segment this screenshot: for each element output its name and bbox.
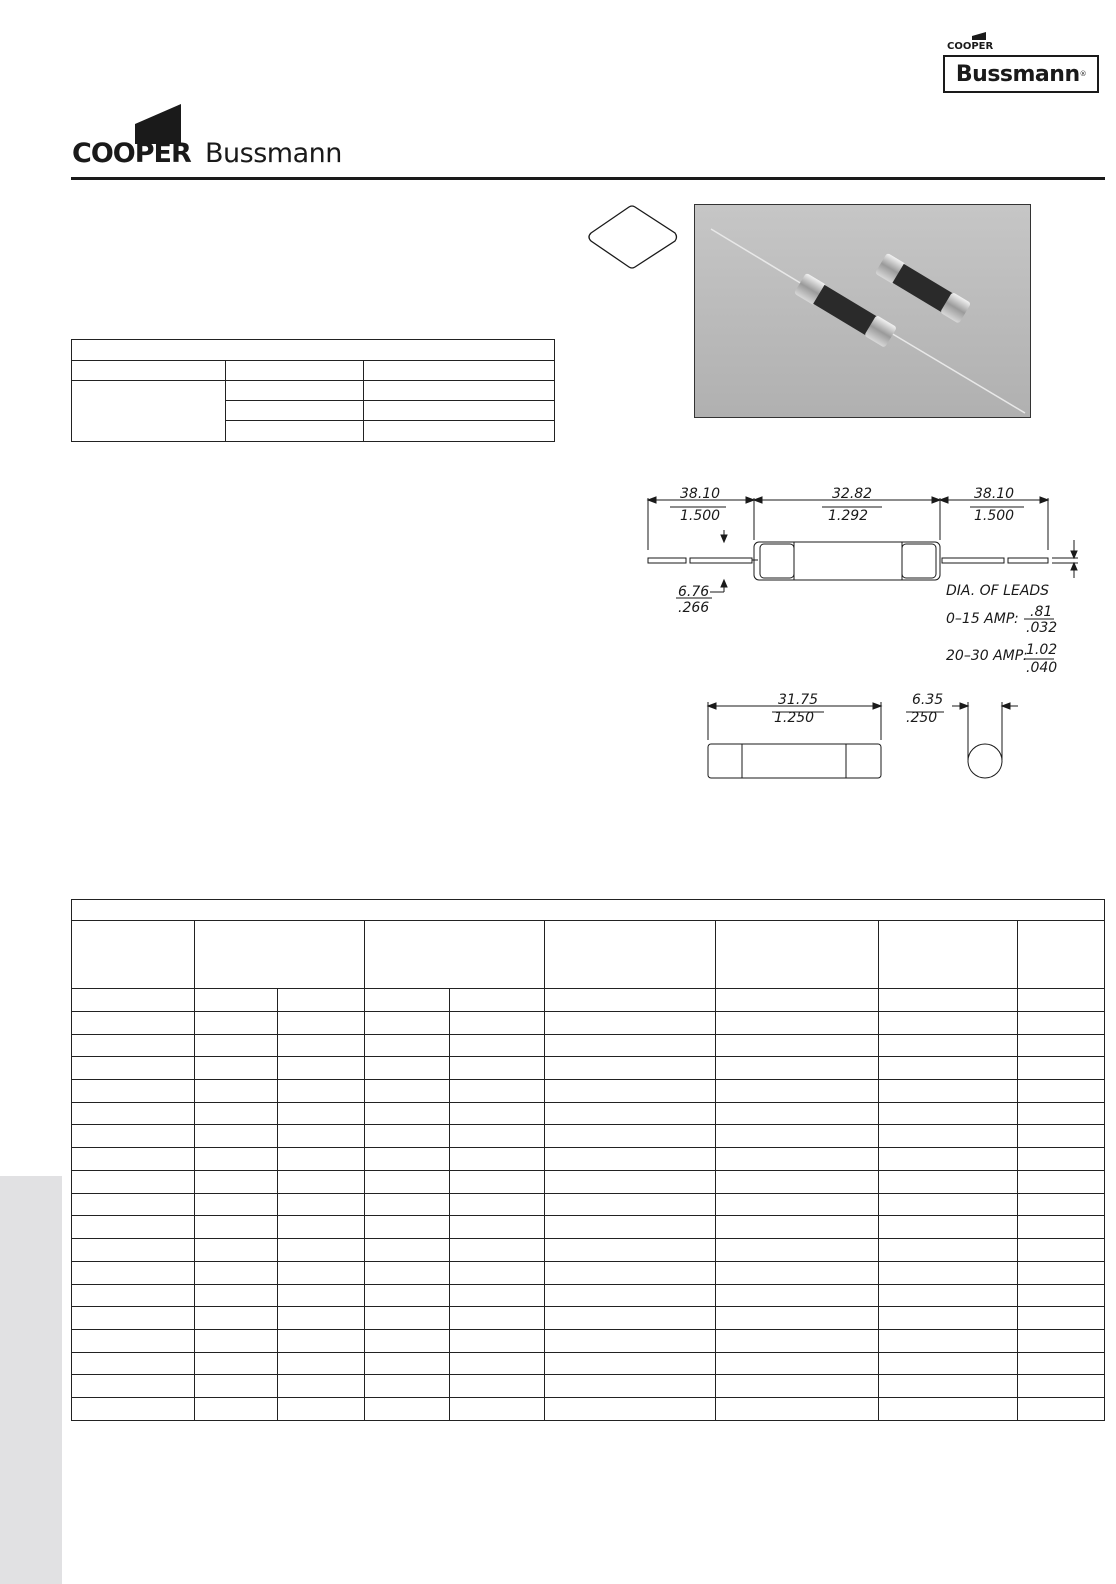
table-cell [364,421,555,442]
range1-inch: .032 [1026,620,1058,636]
table-cell [450,1193,545,1216]
logo-flag-mark [972,32,986,40]
table-cell [450,1125,545,1148]
table-cell [1018,1398,1105,1421]
range1-label: 0–15 AMP: [946,611,1019,627]
table-cell [545,1102,716,1125]
table-cell [195,1261,278,1284]
table-cell [879,1398,1018,1421]
table-cell [450,1352,545,1375]
table-cell [365,1080,450,1103]
brand-cooper-text: COOPER [72,138,191,169]
table-cell [365,1034,450,1057]
table-cell [716,1375,879,1398]
table-cell [226,381,364,401]
table-header-cell [716,921,879,989]
table-cell [72,1034,195,1057]
table-cell [450,1398,545,1421]
table-cell [365,1352,450,1375]
table-cell [879,1239,1018,1262]
table-cell [278,1193,365,1216]
table-cell [365,1057,450,1080]
registered-mark: ® [1079,70,1087,78]
table-header-cell [195,921,365,989]
table-cell [879,1080,1018,1103]
table-cell [1018,1011,1105,1034]
table-cell [365,1193,450,1216]
range2-metric: 1.02 [1026,642,1058,658]
table-cell [545,1057,716,1080]
table-row [72,1057,1105,1080]
cartridge-diameter-inch: .250 [906,710,938,726]
table-cell [545,1284,716,1307]
table-cell [195,1080,278,1103]
lead-diameter-label: DIA. OF LEADS [946,583,1050,599]
table-header-cell [545,921,716,989]
table-cell [195,1193,278,1216]
table-cell [1018,1329,1105,1352]
table-row [72,1193,1105,1216]
table-cell [72,1170,195,1193]
table-row [72,1148,1105,1171]
table-cell [716,1398,879,1421]
table-cell [1018,1125,1105,1148]
range2-label: 20–30 AMP: [946,648,1028,664]
table-cell [450,989,545,1012]
table-cell [879,1284,1018,1307]
table-cell [450,1307,545,1330]
left-lead-length-inch: 1.500 [680,508,721,524]
table-cell [1018,1216,1105,1239]
diamond-badge [583,203,681,271]
table-row [72,1375,1105,1398]
table-cell [195,1352,278,1375]
table-cell [450,1375,545,1398]
table-cell [72,1193,195,1216]
body-diameter-metric: 6.76 [678,584,710,600]
table-cell [365,1261,450,1284]
table-cell [879,989,1018,1012]
table-header-cell [72,921,195,989]
table-cell [365,1216,450,1239]
table-cell [72,1307,195,1330]
table-header-row [72,921,1105,989]
table-row [72,1080,1105,1103]
table-cell [879,1011,1018,1034]
table-cell [72,1329,195,1352]
table-cell [716,1011,879,1034]
table-cell [716,1307,879,1330]
table-header-cell [1018,921,1105,989]
table-row [72,1216,1105,1239]
table-cell [879,1307,1018,1330]
table-cell [278,1239,365,1262]
table-cell [450,1329,545,1352]
table-cell [72,1057,195,1080]
table-cell [364,361,555,381]
table-cell [545,1148,716,1171]
table-cell [1018,1193,1105,1216]
left-lead-length-metric: 38.10 [680,486,721,502]
table-cell [1018,1034,1105,1057]
table-cell [545,1011,716,1034]
table-cell [72,1398,195,1421]
table-cell [72,1216,195,1239]
table-row [72,989,1105,1012]
table-cell [879,1375,1018,1398]
cartridge-length-metric: 31.75 [778,692,819,708]
table-row [72,1398,1105,1421]
table-cell [716,1239,879,1262]
table-row [72,1307,1105,1330]
body-length-inch: 1.292 [828,508,869,524]
table-cell [879,1125,1018,1148]
top-logo-bussmann-text: Bussmann [955,61,1080,87]
table-cell [450,1216,545,1239]
table-row [72,1352,1105,1375]
specifications-table [71,339,555,442]
table-row [72,1034,1105,1057]
table-cell [450,1011,545,1034]
table-cell [450,1102,545,1125]
table-row [72,1125,1105,1148]
table-cell [450,1034,545,1057]
table-cell [365,989,450,1012]
table-cell [879,1261,1018,1284]
table-row [72,1170,1105,1193]
table-cell [195,1034,278,1057]
brand-bussmann-text: Bussmann [205,138,342,169]
range1-metric: .81 [1030,604,1053,620]
table-cell [716,1125,879,1148]
table-cell [226,361,364,381]
table-cell [195,1398,278,1421]
table-cell [716,1102,879,1125]
table-cell [716,1352,879,1375]
table-cell [278,1284,365,1307]
table-cell [72,1261,195,1284]
product-photo [694,204,1031,418]
cartridge-diameter-metric: 6.35 [912,692,944,708]
table-row [72,900,1105,921]
table-cell [195,1216,278,1239]
table-cell [1018,1170,1105,1193]
table-cell [1018,1148,1105,1171]
table-cell [716,1193,879,1216]
table-cell [1018,1239,1105,1262]
table-cell [545,1034,716,1057]
body-length-metric: 32.82 [832,486,873,502]
table-cell [716,1148,879,1171]
table-cell [545,1261,716,1284]
table-cell [545,1193,716,1216]
table-cell [195,1011,278,1034]
catalog-table-body [72,989,1105,1421]
body-diameter-inch: .266 [678,600,710,616]
table-cell [278,1329,365,1352]
table-cell [195,1307,278,1330]
table-cell [450,1080,545,1103]
table-cell [450,1239,545,1262]
table-cell [278,1398,365,1421]
table-header-cell [365,921,545,989]
table-row [72,1011,1105,1034]
table-cell [72,381,226,442]
table-cell [72,1284,195,1307]
table-cell [879,1102,1018,1125]
table-cell [278,1352,365,1375]
table-cell [365,1170,450,1193]
table-cell [195,1375,278,1398]
table-row [72,381,555,401]
top-bussmann-logo [943,55,1099,93]
table-cell [365,1284,450,1307]
table-cell [1018,1057,1105,1080]
table-cell [195,1148,278,1171]
table-cell [1018,1352,1105,1375]
table-cell [545,1307,716,1330]
table-cell [278,1216,365,1239]
table-cell [278,1375,365,1398]
table-cell [1018,1261,1105,1284]
table-cell [545,1329,716,1352]
table-cell [195,989,278,1012]
table-cell [545,1216,716,1239]
table-cell [1018,989,1105,1012]
table-cell [72,1102,195,1125]
table-cell [716,1034,879,1057]
table-cell [195,1329,278,1352]
right-lead-length-inch: 1.500 [974,508,1015,524]
table-cell [364,401,555,421]
table-cell [278,1170,365,1193]
table-cell [365,1102,450,1125]
table-cell [450,1284,545,1307]
table-cell [1018,1080,1105,1103]
table-cell [365,1375,450,1398]
table-cell [716,1329,879,1352]
table-cell [545,1398,716,1421]
table-cell [450,1148,545,1171]
table-cell [716,1170,879,1193]
table-cell [278,1125,365,1148]
table-cell [879,1216,1018,1239]
table-cell [879,1148,1018,1171]
table-cell [879,1352,1018,1375]
table-row [72,1284,1105,1307]
table-cell [545,1375,716,1398]
table-cell [364,381,555,401]
table-cell [278,1057,365,1080]
range2-inch: .040 [1026,660,1058,676]
table-cell [716,1080,879,1103]
table-cell [72,1080,195,1103]
table-cell [278,1148,365,1171]
table-cell [278,1080,365,1103]
table-cell [879,1034,1018,1057]
table-cell [278,1307,365,1330]
table-cell [278,1261,365,1284]
table-cell [72,1148,195,1171]
fuse-photo-illustration [695,205,1031,418]
table-cell [545,1352,716,1375]
table-cell [226,401,364,421]
table-cell [879,1193,1018,1216]
table-cell [450,1170,545,1193]
table-cell [545,1125,716,1148]
table-row [72,1102,1105,1125]
cartridge-fuse-dimension-drawing [700,688,1030,788]
table-cell [195,1057,278,1080]
table-cell [72,1125,195,1148]
table-cell [1018,1307,1105,1330]
table-cell [72,1239,195,1262]
table-header-cell [879,921,1018,989]
table-cell [365,1398,450,1421]
table-cell [278,1034,365,1057]
table-cell [195,1102,278,1125]
right-lead-length-metric: 38.10 [974,486,1015,502]
table-cell [72,989,195,1012]
leaded-fuse-dimension-drawing [640,480,1080,680]
table-cell [716,989,879,1012]
table-cell [195,1170,278,1193]
table-cell [879,1329,1018,1352]
table-cell [545,989,716,1012]
table-row [72,361,555,381]
table-cell [1018,1375,1105,1398]
table-cell [1018,1102,1105,1125]
table-cell [450,1057,545,1080]
table-cell [365,1011,450,1034]
table-cell [195,1125,278,1148]
table-cell [1018,1284,1105,1307]
table-cell [365,1239,450,1262]
table-cell [545,1080,716,1103]
table-cell [879,1170,1018,1193]
table-cell [365,1307,450,1330]
table-cell [450,1261,545,1284]
table-cell [545,1170,716,1193]
table-cell [545,1239,716,1262]
table-cell [226,421,364,442]
table-cell [72,1011,195,1034]
table-title-cell [72,900,1105,921]
table-cell [879,1057,1018,1080]
table-cell [195,1239,278,1262]
table-header-cell [72,340,555,361]
table-cell [716,1057,879,1080]
table-cell [365,1148,450,1171]
table-cell [716,1284,879,1307]
table-cell [716,1261,879,1284]
table-row [72,340,555,361]
table-cell [716,1216,879,1239]
cartridge-length-inch: 1.250 [774,710,815,726]
table-cell [195,1284,278,1307]
table-cell [278,1011,365,1034]
table-cell [72,361,226,381]
table-cell [278,989,365,1012]
top-logo-cooper-text: COOPER [947,41,994,52]
catalog-table [71,899,1105,1421]
side-section-tab [0,1176,62,1584]
table-row [72,1261,1105,1284]
table-cell [365,1125,450,1148]
table-cell [72,1375,195,1398]
table-row [72,1329,1105,1352]
header-divider [71,177,1105,180]
table-row [72,1239,1105,1262]
table-cell [72,1352,195,1375]
table-cell [278,1102,365,1125]
table-cell [365,1329,450,1352]
